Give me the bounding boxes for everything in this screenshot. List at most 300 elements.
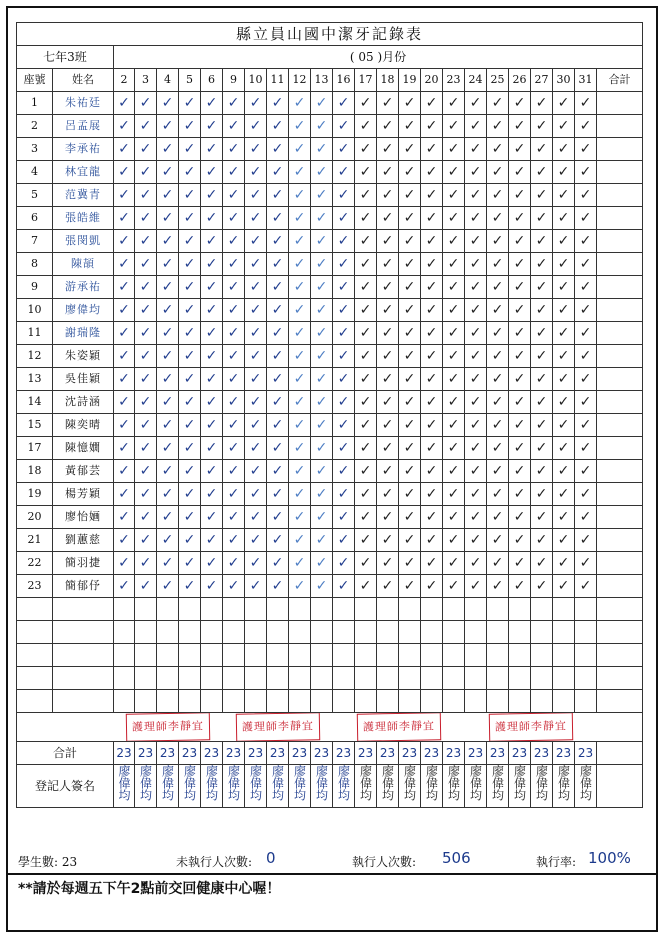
- check-cell: [487, 184, 509, 207]
- check-mark-icon: ✓: [205, 555, 218, 571]
- seat-number: 5: [17, 184, 53, 207]
- student-name: 劉蕙慈: [53, 529, 114, 552]
- stamp-row: [17, 713, 643, 742]
- signature-cell: [311, 765, 333, 808]
- signature: 廖偉均: [402, 765, 417, 801]
- check-cell: [223, 138, 245, 161]
- check-mark-icon: ✓: [118, 532, 130, 548]
- check-mark-icon: ✓: [513, 187, 526, 203]
- check-cell: [575, 184, 597, 207]
- check-mark-icon: ✓: [293, 348, 306, 364]
- check-mark-icon: ✓: [469, 463, 482, 479]
- check-cell: [245, 437, 267, 460]
- check-cell: [289, 322, 311, 345]
- blank-cell: [223, 690, 245, 713]
- check-mark-icon: ✓: [557, 417, 570, 433]
- student-name: 廖怡婳: [53, 506, 114, 529]
- check-mark-icon: ✓: [469, 325, 482, 341]
- check-cell: [575, 230, 597, 253]
- check-mark-icon: ✓: [293, 555, 306, 571]
- check-mark-icon: ✓: [381, 95, 394, 111]
- check-cell: [311, 414, 333, 437]
- blank-cell: [597, 667, 643, 690]
- check-mark-icon: ✓: [447, 256, 460, 272]
- check-cell: [223, 322, 245, 345]
- check-cell: [157, 207, 179, 230]
- check-cell: [267, 529, 289, 552]
- check-mark-icon: ✓: [447, 233, 460, 249]
- blank-cell: [443, 644, 465, 667]
- check-cell: [289, 460, 311, 483]
- check-cell: [135, 529, 157, 552]
- check-cell: [443, 207, 465, 230]
- total-header: 合計: [597, 69, 643, 92]
- check-mark-icon: ✓: [491, 302, 504, 318]
- row-total-cell: [597, 460, 643, 483]
- check-cell: [333, 253, 355, 276]
- check-cell: [487, 138, 509, 161]
- blank-cell: [179, 667, 201, 690]
- check-mark-icon: ✓: [469, 509, 482, 525]
- nurse-seal: 護理師李靜宜: [356, 713, 440, 742]
- check-mark-icon: ✓: [271, 187, 284, 203]
- check-cell: [443, 368, 465, 391]
- check-mark-icon: ✓: [381, 509, 394, 525]
- check-mark-icon: ✓: [579, 118, 592, 134]
- check-cell: [157, 322, 179, 345]
- blank-cell: [157, 644, 179, 667]
- check-mark-icon: ✓: [447, 210, 460, 226]
- check-mark-icon: ✓: [535, 187, 548, 203]
- check-mark-icon: ✓: [118, 118, 130, 134]
- check-cell: [355, 345, 377, 368]
- blank-cell: [465, 598, 487, 621]
- check-mark-icon: ✓: [359, 555, 372, 571]
- student-name: 簡羽捷: [53, 552, 114, 575]
- check-cell: [311, 437, 333, 460]
- check-cell: [399, 414, 421, 437]
- row-total-cell: [597, 138, 643, 161]
- check-cell: [509, 276, 531, 299]
- check-mark-icon: ✓: [205, 394, 218, 410]
- blank-row: [17, 621, 643, 644]
- check-cell: [421, 483, 443, 506]
- check-cell: [135, 115, 157, 138]
- check-cell: [223, 184, 245, 207]
- check-mark-icon: ✓: [535, 486, 548, 502]
- check-mark-icon: ✓: [118, 233, 130, 249]
- signature-cell: [114, 765, 135, 808]
- check-cell: [509, 161, 531, 184]
- check-cell: [487, 552, 509, 575]
- check-mark-icon: ✓: [183, 555, 196, 571]
- check-cell: [245, 138, 267, 161]
- check-cell: [421, 184, 443, 207]
- check-mark-icon: ✓: [557, 187, 570, 203]
- check-mark-icon: ✓: [183, 578, 196, 594]
- check-cell: [509, 299, 531, 322]
- check-mark-icon: ✓: [271, 164, 284, 180]
- student-name: 呂孟展: [53, 115, 114, 138]
- daily-total-cell: [421, 742, 443, 765]
- check-mark-icon: ✓: [469, 532, 482, 548]
- check-cell: [509, 506, 531, 529]
- check-cell: [245, 184, 267, 207]
- blank-cell: [223, 667, 245, 690]
- student-name: 吳佳穎: [53, 368, 114, 391]
- blank-cell: [311, 667, 333, 690]
- signer-label: 登記人簽名: [34, 779, 95, 793]
- blank-cell: [355, 644, 377, 667]
- check-cell: [355, 115, 377, 138]
- blank-cell: [531, 644, 553, 667]
- check-cell: [223, 276, 245, 299]
- check-cell: [355, 276, 377, 299]
- blank-cell: [487, 690, 509, 713]
- check-cell: [223, 483, 245, 506]
- check-cell: [157, 184, 179, 207]
- check-mark-icon: ✓: [249, 486, 262, 502]
- blank-cell: [114, 644, 135, 667]
- check-mark-icon: ✓: [425, 394, 438, 410]
- check-cell: [157, 437, 179, 460]
- check-cell: [179, 138, 201, 161]
- signature-cell: [553, 765, 575, 808]
- check-cell: [399, 115, 421, 138]
- total-label: 合計: [17, 742, 114, 765]
- check-cell: [157, 253, 179, 276]
- check-cell: [509, 138, 531, 161]
- grand-total-cell: [597, 742, 643, 765]
- check-mark-icon: ✓: [337, 233, 350, 249]
- check-cell: [289, 207, 311, 230]
- signature-cell: [135, 765, 157, 808]
- check-cell: [135, 299, 157, 322]
- seat-number: 4: [17, 161, 53, 184]
- blank-cell: [311, 621, 333, 644]
- check-mark-icon: ✓: [469, 440, 482, 456]
- check-cell: [157, 552, 179, 575]
- check-mark-icon: ✓: [403, 233, 416, 249]
- check-mark-icon: ✓: [227, 348, 240, 364]
- blank-cell: [157, 690, 179, 713]
- check-cell: [333, 276, 355, 299]
- check-cell: [377, 230, 399, 253]
- footer-summary: [16, 849, 643, 873]
- blank-cell: [421, 667, 443, 690]
- check-cell: [267, 506, 289, 529]
- check-mark-icon: ✓: [535, 371, 548, 387]
- signature: 廖偉均: [490, 765, 505, 801]
- check-cell: [377, 460, 399, 483]
- check-cell: [377, 552, 399, 575]
- check-mark-icon: ✓: [183, 417, 196, 433]
- check-mark-icon: ✓: [271, 394, 284, 410]
- check-mark-icon: ✓: [403, 578, 416, 594]
- check-cell: [421, 460, 443, 483]
- row-total-cell: [597, 414, 643, 437]
- check-mark-icon: ✓: [337, 532, 350, 548]
- check-cell: [245, 276, 267, 299]
- name-header: 姓名: [53, 69, 114, 92]
- blank-cell: [53, 621, 114, 644]
- blank-cell: [465, 621, 487, 644]
- blank-cell: [201, 598, 223, 621]
- check-cell: [114, 299, 135, 322]
- check-mark-icon: ✓: [293, 141, 306, 157]
- check-cell: [289, 92, 311, 115]
- check-cell: [443, 92, 465, 115]
- daily-total-cell: [223, 742, 245, 765]
- blank-cell: [355, 690, 377, 713]
- check-mark-icon: ✓: [139, 555, 152, 571]
- check-cell: [179, 437, 201, 460]
- check-cell: [509, 230, 531, 253]
- check-cell: [575, 92, 597, 115]
- check-mark-icon: ✓: [337, 187, 350, 203]
- check-cell: [509, 115, 531, 138]
- check-cell: [245, 368, 267, 391]
- check-cell: [157, 391, 179, 414]
- check-cell: [223, 161, 245, 184]
- check-mark-icon: ✓: [491, 371, 504, 387]
- check-mark-icon: ✓: [161, 210, 174, 226]
- seat-number: 20: [17, 506, 53, 529]
- check-cell: [377, 138, 399, 161]
- check-cell: [311, 529, 333, 552]
- check-cell: [267, 138, 289, 161]
- check-cell: [289, 161, 311, 184]
- check-mark-icon: ✓: [359, 279, 372, 295]
- check-cell: [179, 115, 201, 138]
- check-mark-icon: ✓: [161, 348, 174, 364]
- check-mark-icon: ✓: [271, 210, 284, 226]
- check-cell: [575, 552, 597, 575]
- check-cell: [465, 368, 487, 391]
- check-mark-icon: ✓: [337, 555, 350, 571]
- check-mark-icon: ✓: [161, 417, 174, 433]
- check-cell: [311, 161, 333, 184]
- check-mark-icon: ✓: [139, 509, 152, 525]
- check-cell: [465, 92, 487, 115]
- check-mark-icon: ✓: [139, 187, 152, 203]
- date-header: 27: [531, 69, 553, 92]
- check-cell: [114, 230, 135, 253]
- check-mark-icon: ✓: [293, 302, 306, 318]
- check-mark-icon: ✓: [381, 164, 394, 180]
- check-cell: [333, 322, 355, 345]
- check-mark-icon: ✓: [579, 141, 592, 157]
- check-cell: [465, 529, 487, 552]
- check-mark-icon: ✓: [579, 233, 592, 249]
- check-mark-icon: ✓: [293, 463, 306, 479]
- check-mark-icon: ✓: [425, 486, 438, 502]
- check-mark-icon: ✓: [469, 486, 482, 502]
- seat-number: 19: [17, 483, 53, 506]
- check-cell: [135, 414, 157, 437]
- check-cell: [289, 115, 311, 138]
- daily-total-value: 23: [116, 746, 132, 760]
- check-cell: [421, 253, 443, 276]
- blank-cell: [311, 690, 333, 713]
- student-name: 林宜龍: [53, 161, 114, 184]
- blank-cell: [553, 667, 575, 690]
- check-cell: [421, 230, 443, 253]
- sheet-title: 縣立員山國中潔牙記錄表: [17, 23, 643, 46]
- check-mark-icon: ✓: [337, 325, 350, 341]
- check-mark-icon: ✓: [381, 233, 394, 249]
- check-mark-icon: ✓: [183, 394, 196, 410]
- check-mark-icon: ✓: [183, 141, 196, 157]
- check-mark-icon: ✓: [403, 325, 416, 341]
- daily-total-value: 23: [445, 746, 462, 760]
- check-cell: [443, 322, 465, 345]
- check-mark-icon: ✓: [118, 279, 130, 295]
- check-cell: [355, 460, 377, 483]
- stamp-cell: [114, 713, 223, 742]
- seat-number: 18: [17, 460, 53, 483]
- daily-total-value: 23: [335, 746, 352, 760]
- blank-cell: [509, 644, 531, 667]
- check-cell: [575, 138, 597, 161]
- check-mark-icon: ✓: [447, 164, 460, 180]
- check-mark-icon: ✓: [557, 256, 570, 272]
- check-mark-icon: ✓: [249, 325, 262, 341]
- check-mark-icon: ✓: [205, 141, 218, 157]
- date-header: 24: [465, 69, 487, 92]
- check-mark-icon: ✓: [469, 164, 482, 180]
- check-mark-icon: ✓: [183, 348, 196, 364]
- check-cell: [553, 299, 575, 322]
- check-cell: [553, 207, 575, 230]
- seat-number: 3: [17, 138, 53, 161]
- signature-cell: [223, 765, 245, 808]
- blank-cell: [553, 621, 575, 644]
- check-mark-icon: ✓: [227, 118, 240, 134]
- check-mark-icon: ✓: [403, 371, 416, 387]
- check-cell: [289, 391, 311, 414]
- check-mark-icon: ✓: [403, 302, 416, 318]
- check-cell: [575, 529, 597, 552]
- check-cell: [114, 115, 135, 138]
- check-cell: [311, 299, 333, 322]
- check-cell: [311, 276, 333, 299]
- check-cell: [114, 345, 135, 368]
- check-cell: [114, 552, 135, 575]
- check-mark-icon: ✓: [579, 279, 592, 295]
- check-cell: [267, 414, 289, 437]
- check-mark-icon: ✓: [469, 348, 482, 364]
- check-cell: [487, 506, 509, 529]
- check-cell: [531, 483, 553, 506]
- check-cell: [509, 414, 531, 437]
- stamp-row-spacer: [17, 713, 114, 742]
- check-mark-icon: ✓: [337, 164, 350, 180]
- seat-number: 12: [17, 345, 53, 368]
- check-cell: [289, 184, 311, 207]
- check-mark-icon: ✓: [403, 164, 416, 180]
- check-mark-icon: ✓: [359, 463, 372, 479]
- check-cell: [179, 184, 201, 207]
- check-cell: [421, 345, 443, 368]
- blank-cell: [267, 598, 289, 621]
- blank-row: [17, 598, 643, 621]
- check-mark-icon: ✓: [579, 302, 592, 318]
- check-mark-icon: ✓: [183, 233, 196, 249]
- check-cell: [201, 299, 223, 322]
- check-cell: [289, 529, 311, 552]
- blank-row: [17, 667, 643, 690]
- blank-cell: [179, 644, 201, 667]
- check-mark-icon: ✓: [118, 95, 130, 111]
- check-cell: [465, 506, 487, 529]
- blank-cell: [465, 667, 487, 690]
- check-mark-icon: ✓: [535, 555, 548, 571]
- check-cell: [267, 184, 289, 207]
- check-cell: [135, 552, 157, 575]
- check-mark-icon: ✓: [139, 578, 152, 594]
- check-cell: [487, 161, 509, 184]
- check-mark-icon: ✓: [337, 417, 350, 433]
- check-mark-icon: ✓: [315, 463, 328, 479]
- check-mark-icon: ✓: [579, 555, 592, 571]
- check-mark-icon: ✓: [403, 463, 416, 479]
- check-cell: [333, 506, 355, 529]
- blank-cell: [509, 667, 531, 690]
- check-cell: [377, 161, 399, 184]
- check-cell: [245, 483, 267, 506]
- check-mark-icon: ✓: [139, 95, 152, 111]
- check-cell: [157, 345, 179, 368]
- check-mark-icon: ✓: [513, 394, 526, 410]
- check-mark-icon: ✓: [381, 555, 394, 571]
- nurse-seal: 護理師李靜宜: [488, 713, 572, 742]
- check-mark-icon: ✓: [271, 233, 284, 249]
- check-mark-icon: ✓: [381, 486, 394, 502]
- check-mark-icon: ✓: [271, 555, 284, 571]
- check-cell: [179, 230, 201, 253]
- check-cell: [157, 161, 179, 184]
- check-mark-icon: ✓: [469, 233, 482, 249]
- check-mark-icon: ✓: [205, 417, 218, 433]
- student-row: [17, 345, 643, 368]
- executed-label: 執行人次數:: [352, 855, 417, 869]
- check-mark-icon: ✓: [293, 256, 306, 272]
- check-cell: [421, 391, 443, 414]
- date-header: 19: [399, 69, 421, 92]
- blank-cell: [135, 621, 157, 644]
- check-mark-icon: ✓: [315, 578, 328, 594]
- check-cell: [135, 483, 157, 506]
- check-cell: [531, 575, 553, 598]
- check-mark-icon: ✓: [425, 233, 438, 249]
- check-mark-icon: ✓: [227, 325, 240, 341]
- blank-cell: [509, 690, 531, 713]
- check-cell: [223, 253, 245, 276]
- check-mark-icon: ✓: [491, 532, 504, 548]
- check-cell: [377, 207, 399, 230]
- blank-cell: [377, 621, 399, 644]
- check-mark-icon: ✓: [118, 141, 130, 157]
- check-mark-icon: ✓: [579, 371, 592, 387]
- check-cell: [531, 506, 553, 529]
- student-name: 簡郁伃: [53, 575, 114, 598]
- blank-cell: [355, 667, 377, 690]
- check-mark-icon: ✓: [491, 210, 504, 226]
- check-cell: [377, 437, 399, 460]
- check-cell: [179, 506, 201, 529]
- check-mark-icon: ✓: [491, 325, 504, 341]
